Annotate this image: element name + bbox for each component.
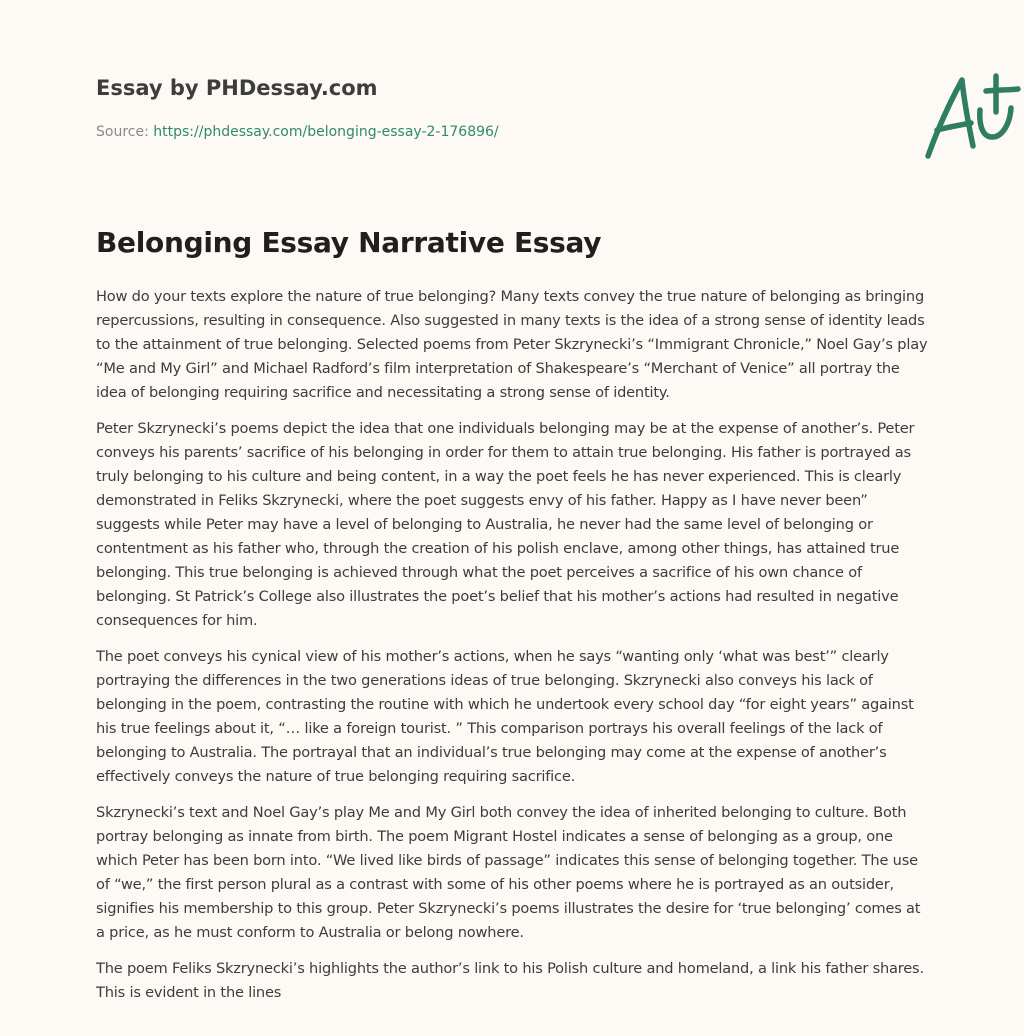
essay-paragraph: The poem Feliks Skzrynecki’s highlights the author’s link to his Polish culture and homeland, a link his father shares. This is evident in the lines [96,960,924,1001]
source-label: Source: [96,124,154,140]
essay-paragraph: Peter Skzrynecki’s poems depict the idea that one individuals belonging may be at the expense of another’s. Peter conveys his parents’ sacrifice of his belonging in order for them to attain true belonging. His father is portrayed as truly belonging to his culture and being content, in a way the poet feels he has never experienced. This is clearly demonstrated in Feliks Skzrynecki, where the poet suggests envy of his father. Happy as I have never been” suggests while Peter may have a level of belonging to Australia, he never had the same level of belonging or contentment as his father who, through the creation of his polish enclave, among other things, has attained true belonging. This true belonging is achieved through what the poet perceives a sacrifice of his own chance of belonging. St Patrick’s College also illustrates the poet’s belief that his mother’s actions had resulted in negative consequences for him. [96,420,915,629]
source-link[interactable]: https://phdessay.com/belonging-essay-2-176896/ [153,124,499,140]
essay-title: Belonging Essay Narrative Essay [96,226,602,259]
site-title: Essay by PHDessay.com [96,76,378,100]
source-line [96,124,499,140]
essay-paragraph: The poet conveys his cynical view of his mother’s actions, when he says “wanting only ‘what was best’” clearly portraying the differences in the two generations ideas of true belonging. Skzrynecki also conveys his lack of belonging in the poem, contrasting the routine with which he undertook every school day “for eight years” against his true feelings about it, “… like a foreign tourist. ” This comparison portrays his overall feelings of the lack of belonging to Australia. The portrayal that an individual’s true belonging may come at the expense of another’s effectively conveys the nature of true belonging requiring sacrifice. [96,648,914,785]
essay-paragraph: How do your texts explore the nature of true belonging? Many texts convey the true nature of belonging as bringing repercussions, resulting in consequence. Also suggested in many texts is the idea of a strong sense of identity leads to the attainment of true belonging. Selected poems from Peter Skzrynecki’s “Immigrant Chronicle,” Noel Gay’s play “Me and My Girl” and Michael Radford’s film interpretation of Shakespeare’s “Merchant of Venice” all portray the idea of belonging requiring sacrifice and necessitating a strong sense of identity. [96,288,928,401]
essay-paragraph: Skzrynecki’s text and Noel Gay’s play Me and My Girl both convey the idea of inherited belonging to culture. Both portray belonging as innate from birth. The poem Migrant Hostel indicates a sense of belonging as a group, one which Peter has been born into. “We lived like birds of passage” indicates this sense of belonging together. The use of “we,” the first person plural as a contrast with some of his other poems where he is portrayed as an outsider, signifies his membership to this group. Peter Skzrynecki’s poems illustrates the desire for ‘true belonging’ comes at a price, as he must conform to Australia or belong nowhere. [96,804,921,941]
a-plus-logo-icon [916,66,1024,166]
essay-body [96,285,928,1017]
